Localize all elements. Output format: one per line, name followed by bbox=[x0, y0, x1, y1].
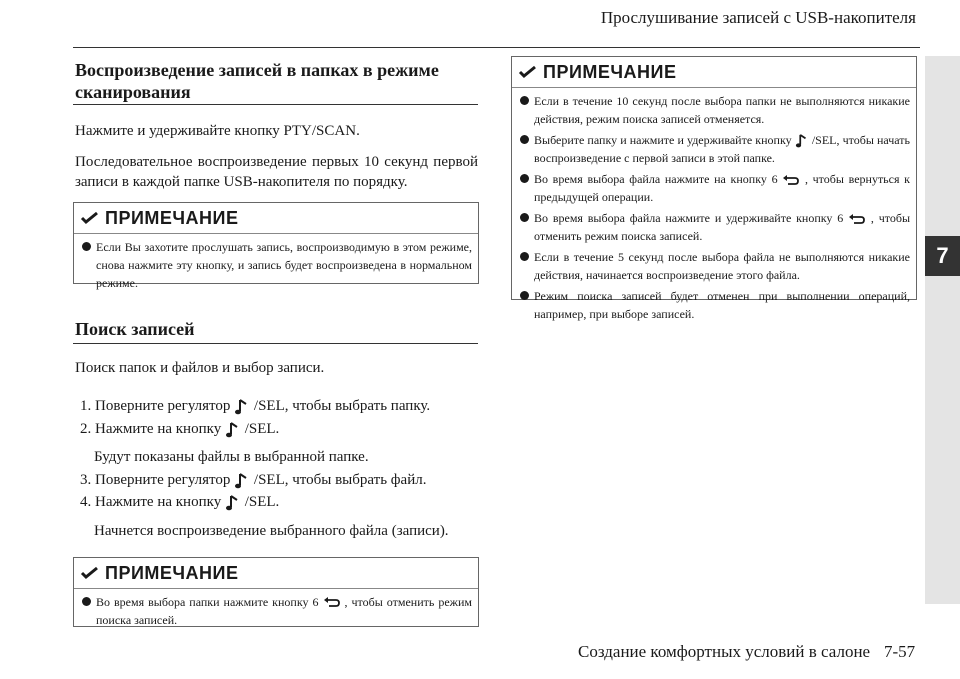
check-pencil-icon bbox=[80, 566, 100, 580]
note-item: Режим поиска записей будет отменен при выполнении операций, например, при выборе записей. bbox=[518, 287, 910, 323]
bullet-icon bbox=[520, 213, 529, 222]
note-item bbox=[80, 238, 472, 292]
note-knob-icon bbox=[795, 133, 809, 149]
bullet-icon bbox=[520, 174, 529, 183]
return-arrow-icon bbox=[323, 597, 341, 609]
note-knob-icon bbox=[234, 472, 250, 490]
note-box-right bbox=[511, 56, 917, 322]
note-item-text: Если Вы захотите прослушать запись, воспроизводимую в этом режиме, снова нажмите эту кнопку, и запись будет воспроизведена в нормальном режиме. bbox=[96, 240, 472, 290]
section-heading-scan bbox=[75, 59, 439, 103]
bullet-icon bbox=[520, 291, 529, 300]
step-3: 3. Поверните регулятор /SEL, чтобы выбрать файл. bbox=[80, 472, 427, 488]
note-title: ПРИМЕЧАНИЕ bbox=[543, 61, 677, 82]
page-header-title: Прослушивание записей с USB-накопителя bbox=[600, 8, 916, 27]
section-heading-rule bbox=[73, 343, 478, 344]
note-header bbox=[512, 57, 916, 88]
bullet-icon bbox=[520, 96, 529, 105]
note-title: ПРИМЕЧАНИЕ bbox=[105, 562, 239, 583]
note-box-search bbox=[73, 557, 479, 627]
header-divider bbox=[73, 47, 920, 48]
section-heading-line2: сканирования bbox=[75, 82, 191, 102]
note-item: Выберите папку и нажмите и удерживайте кнопку /SEL, чтобы начать воспроизведение с первой записи в этой папке. bbox=[518, 131, 910, 167]
step-2-result: Будут показаны файлы в выбранной папке. bbox=[94, 449, 369, 465]
chapter-side-tab bbox=[925, 56, 960, 604]
note-item: Если в течение 5 секунд после выбора файла не выполняются никакие действия, начинается воспроизведение этого файла. bbox=[518, 248, 910, 284]
note-item: Если в течение 10 секунд после выбора папки не выполняются никакие действия, режим поиска записей отменяется. bbox=[518, 92, 910, 128]
step-4-result: Начнется воспроизведение выбранного файла (записи). bbox=[94, 523, 449, 539]
note-item: Во время выбора файла нажмите и удерживайте кнопку 6 , чтобы отменить режим поиска записей. bbox=[518, 209, 910, 245]
note-header bbox=[74, 558, 478, 589]
bullet-icon bbox=[82, 242, 91, 251]
bullet-icon bbox=[82, 597, 91, 606]
note-knob-icon bbox=[234, 398, 250, 416]
return-arrow-icon bbox=[782, 175, 800, 187]
check-pencil-icon bbox=[80, 211, 100, 225]
note-knob-icon bbox=[225, 421, 241, 439]
return-arrow-icon bbox=[848, 214, 866, 226]
search-intro: Поиск папок и файлов и выбор записи. bbox=[75, 360, 325, 376]
note-item: Во время выбора папки нажмите кнопку 6 , чтобы отменить режим поиска записей. bbox=[80, 593, 472, 629]
section-heading-search: Поиск записей bbox=[75, 319, 195, 339]
chapter-number: 7 bbox=[925, 236, 960, 276]
check-pencil-icon bbox=[518, 65, 538, 79]
note-item: Во время выбора файла нажмите на кнопку 6 , чтобы вернуться к предыдущей операции. bbox=[518, 170, 910, 206]
step-2: 2. Нажмите на кнопку /SEL. bbox=[80, 421, 280, 437]
footer-section-title: Создание комфортных условий в салоне bbox=[578, 642, 871, 661]
note-header bbox=[74, 203, 478, 234]
section-heading-rule bbox=[73, 104, 478, 105]
scan-instruction: Нажмите и удерживайте кнопку PTY/SCAN. bbox=[75, 123, 360, 139]
section-heading-line1: Воспроизведение записей в папках в режиме bbox=[75, 60, 439, 80]
page-number: 7-57 bbox=[884, 642, 916, 661]
bullet-icon bbox=[520, 252, 529, 261]
scan-description: Последовательное воспроизведение первых 10 секунд первой записи в каждой папке USB-накопителя по порядку. bbox=[75, 154, 478, 190]
note-box-scan bbox=[73, 202, 479, 290]
note-title: ПРИМЕЧАНИЕ bbox=[105, 207, 239, 228]
note-knob-icon bbox=[225, 494, 241, 512]
step-1: 1. Поверните регулятор /SEL, чтобы выбрать папку. bbox=[80, 398, 431, 414]
bullet-icon bbox=[520, 135, 529, 144]
step-4: 4. Нажмите на кнопку /SEL. bbox=[80, 494, 280, 510]
